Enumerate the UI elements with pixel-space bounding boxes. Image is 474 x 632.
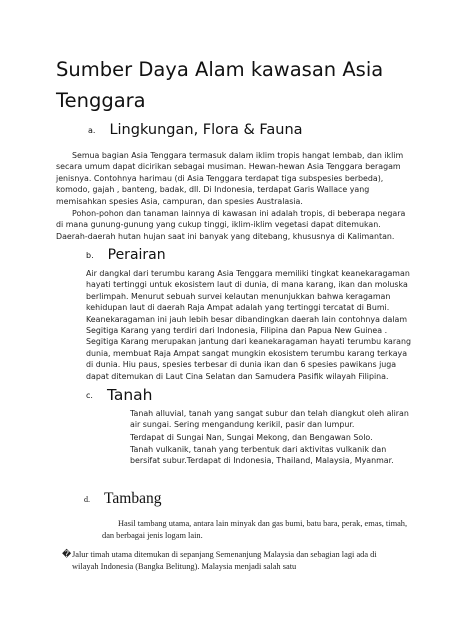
- paragraph-tanah-3: Tanah vulkanik, tanah yang terbentuk dari aktivitas vulkanik dan bersifat subur.Terdapat di Indonesia, Thailand, Malaysia, Myanmar.: [130, 445, 394, 466]
- paragraph-tanah-2: Terdapat di Sungai Nan, Sungai Mekong, dan Bengawan Solo.: [130, 433, 373, 442]
- paragraph-tambang: Hasil tambang utama, antara lain minyak dan gas bumi, batu bara, perak, emas, timah, dan berbagai jenis logam lain.: [102, 519, 408, 540]
- section-heading-text: Tanah: [106, 386, 153, 404]
- section-heading-text: Lingkungan, Flora & Fauna: [109, 122, 303, 138]
- section-marker: d.: [84, 494, 90, 504]
- section-heading-tanah: [86, 386, 153, 404]
- page-title: Sumber Daya Alam kawasan Asia Tenggara: [56, 58, 384, 112]
- paragraph-lingkungan-1: Semua bagian Asia Tenggara termasuk dalam iklim tropis hangat lembab, dan iklim secara umum dapat dicirikan sebagai musiman. Hewan-hewan Asia Tenggara beragam jenisnya. Contohnya harimau (di Asia Tenggara terdapat tiga subspesies berbeda), komodo, gajah , banteng, badak, dll. Di Indonesia, terdapat Garis Wallace yang memisahkan spesies Asia, campuran, dan spesies Australasia.: [56, 151, 404, 206]
- section-marker: b.: [86, 250, 94, 260]
- paragraph-perairan: Air dangkal dari terumbu karang Asia Tenggara memiliki tingkat keanekaragaman hayati tertinggi untuk ekosistem laut di dunia, di mana karang, ikan dan moluska berlimpah. Menurut sebuah survei kelautan menunjukkan bahwa keragaman kehidupan laut di daerah Raja Ampat adalah yang tertinggi tercatat di Bumi. Keanekaragaman ini jauh lebih besar dibandingkan daerah lain contohnya dalam Segitiga Karang yang terdiri dari Indonesia, Filipina dan Papua New Guinea . Segitiga Karang merupakan jantung dari keanekaragaman hayati terumbu karang dunia, membuat Raja Ampat sangat mungkin ekosistem terumbu karang terkaya di dunia. Hiu paus, spesies terbesar di dunia ikan dan 6 spesies pawikans juga dapat ditemukan di Laut Cina Selatan dan Samudera Pasifik wilayah Filipina.: [86, 269, 411, 381]
- bullet-item-timah: [62, 549, 392, 572]
- section-marker: c.: [86, 391, 93, 400]
- section-heading-lingkungan: [88, 122, 303, 138]
- section-heading-perairan: [86, 247, 166, 263]
- section-marker: a.: [88, 125, 96, 135]
- bullet-text: Jalur timah utama ditemukan di sepanjang Semenanjung Malaysia dan sebagian lagi ada di wilayah Indonesia (Bangka Belitung). Malaysia menjadi salah satu: [72, 550, 377, 571]
- section-heading-text: Tambang: [104, 490, 162, 507]
- section-heading-text: Perairan: [107, 247, 166, 263]
- bullet-icon: �: [62, 549, 72, 559]
- paragraph-tanah-1: Tanah alluvial, tanah yang sangat subur dan telah diangkut oleh aliran air sungai. Sering mengandung kerikil, pasir dan lumpur.: [130, 409, 409, 430]
- paragraph-lingkungan-2: Pohon-pohon dan tanaman lainnya di kawasan ini adalah tropis, di beberapa negara di mana gunung-gunung yang cukup tinggi, iklim-iklim vegetasi dapat ditemukan. Daerah-daerah hutan hujan saat ini banyak yang ditebang, khususnya di Kalimantan.: [56, 209, 406, 241]
- section-heading-tambang: [84, 490, 161, 508]
